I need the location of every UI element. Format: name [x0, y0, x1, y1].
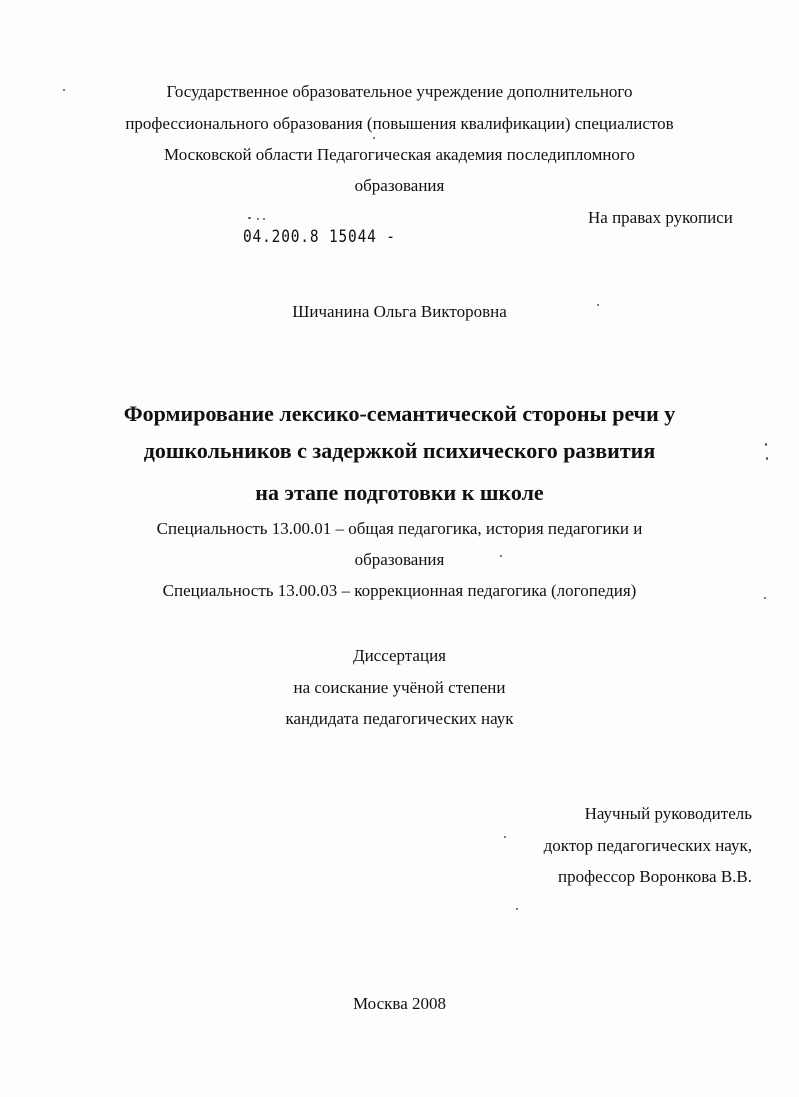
supervisor-line-1: Научный руководитель — [584, 804, 752, 823]
scan-speck — [500, 555, 502, 557]
scan-speck — [516, 908, 518, 910]
scan-speck — [764, 597, 766, 599]
scan-speck — [504, 836, 506, 838]
title-line-2: дошкольников с задержкой психического развития — [143, 438, 656, 463]
scan-speck — [373, 137, 375, 139]
institution-line-4: образования — [354, 176, 445, 195]
scan-speck — [257, 218, 259, 220]
scan-speck — [63, 89, 65, 91]
scan-speck — [765, 443, 767, 446]
institution-line-1: Государственное образовательное учреждение дополнительного — [166, 82, 633, 101]
supervisor-line-3: профессор Воронкова В.В. — [557, 867, 752, 886]
institution-line-2: профессионального образования (повышения квалификации) специалистов — [125, 114, 674, 133]
institution-line-3: Московской области Педагогическая академия последипломного — [164, 145, 635, 164]
specialty-line-2: образования — [354, 550, 445, 569]
supervisor-line-2: доктор педагогических наук, — [543, 836, 752, 855]
title-line-1: Формирование лексико-семантической стороны речи у — [123, 401, 676, 426]
registration-stamp: 04.200.8 15044 - — [243, 227, 396, 247]
author-name: Шичанина Ольга Викторовна — [292, 302, 507, 321]
specialty-line-3: Специальность 13.00.03 – коррекционная педагогика (логопедия) — [162, 581, 637, 600]
degree-line-2: на соискание учёной степени — [293, 678, 506, 697]
title-line-3: на этапе подготовки к школе — [255, 480, 544, 505]
scan-speck — [263, 218, 265, 220]
degree-line-3: кандидата педагогических наук — [285, 709, 514, 728]
scan-speck — [597, 304, 599, 306]
scan-speck — [766, 457, 768, 460]
manuscript-note: На правах рукописи — [588, 208, 733, 227]
specialty-line-1: Специальность 13.00.01 – общая педагогика, история педагогики и — [156, 519, 643, 538]
city-year: Москва 2008 — [352, 994, 447, 1013]
degree-line-1: Диссертация — [352, 646, 446, 665]
scan-speck — [248, 217, 251, 219]
